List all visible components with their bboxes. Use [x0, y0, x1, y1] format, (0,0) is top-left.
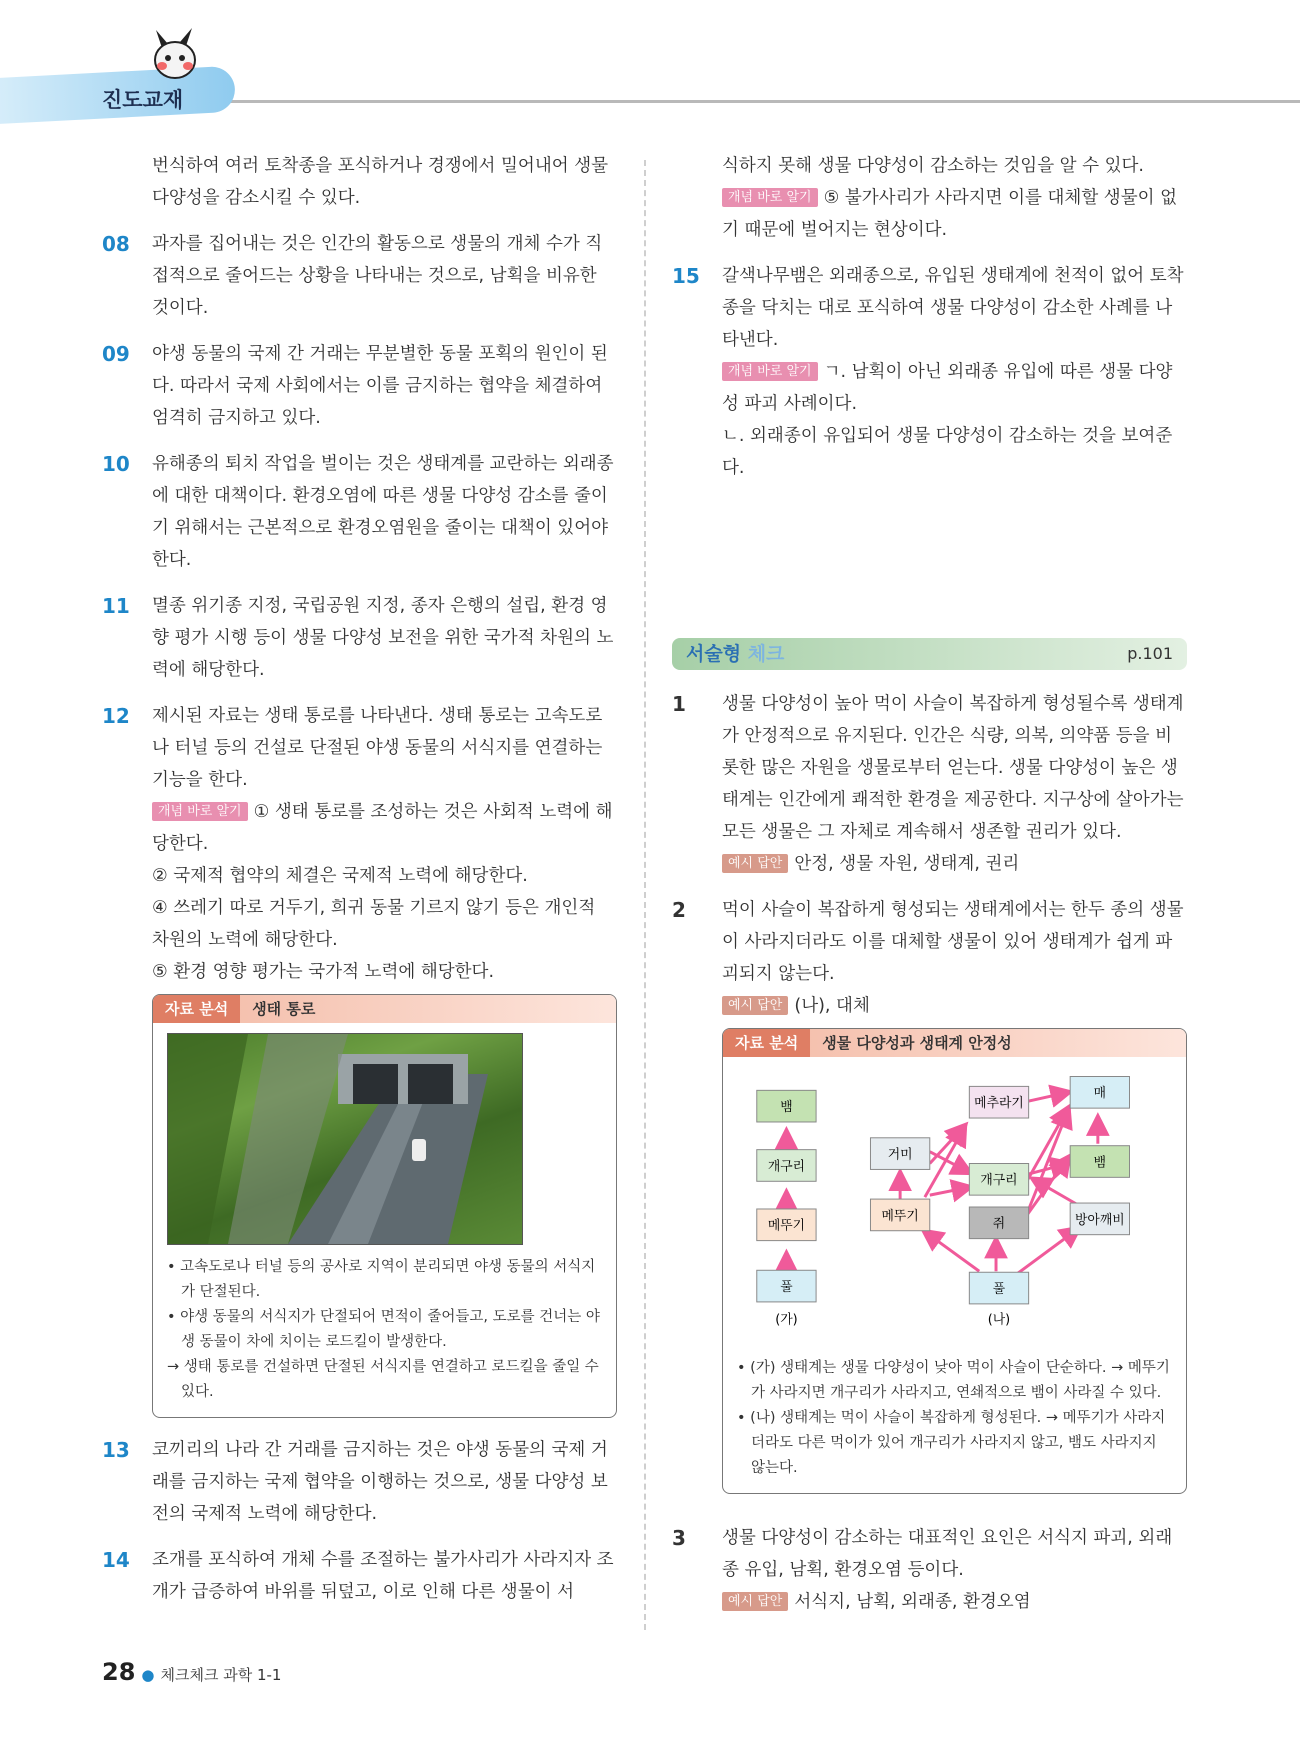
answer-item-10 — [102, 448, 617, 576]
tunnel-illustration — [168, 1034, 522, 1244]
item-text: 과자를 집어내는 것은 인간의 활동으로 생물의 개체 수가 직접적으로 줄어드는 상황을 나타내는 것으로, 남획을 비유한 것이다. — [152, 234, 603, 318]
box-note-3: → 생태 통로를 건설하면 단절된 서식지를 연결하고 로드킬을 줄일 수 있다. — [167, 1359, 599, 1400]
answer-item-13 — [102, 1434, 617, 1530]
page-number: 28 — [102, 1658, 136, 1686]
chain-a — [757, 1090, 816, 1327]
concept-sub4: ⑤ 환경 영향 평가는 국가적 노력에 해당한다. — [152, 962, 495, 982]
data-analysis-box-biodiversity — [722, 1028, 1187, 1494]
answer-item-14 — [102, 1544, 617, 1608]
box-label: 자료 분석 — [723, 1029, 810, 1057]
node-label: 뱀 — [1093, 1155, 1107, 1171]
answer-text: 안정, 생물 자원, 생태계, 권리 — [794, 854, 1020, 874]
column-divider — [644, 160, 646, 1630]
answer-tag: 예시 답안 — [722, 996, 788, 1015]
q-text: 생물 다양성이 감소하는 대표적인 요인은 서식지 파괴, 외래종 유입, 남획, 환경오염 등이다. — [722, 1528, 1173, 1580]
page-footer — [102, 1658, 281, 1686]
answer-item-09 — [102, 338, 617, 434]
node-label: 메뚜기 — [881, 1208, 919, 1224]
concept-sub2: ② 국제적 협약의 체결은 국제적 노력에 해당한다. — [152, 866, 528, 886]
data-analysis-box-eco-corridor — [152, 994, 617, 1418]
box-note-2: • 야생 동물의 서식지가 단절되어 면적이 줄어들고, 도로를 건너는 야생 동물이 차에 치이는 로드킬이 발생한다. — [167, 1309, 600, 1350]
answer-text: 서식지, 남획, 외래종, 환경오염 — [794, 1592, 1031, 1612]
answer-tag: 예시 답안 — [722, 1592, 788, 1611]
box-title: 생태 통로 — [252, 1000, 316, 1018]
concept-sub: ⑤ 불가사리가 사라지면 이를 대체할 생물이 없기 때문에 벌어지는 현상이다. — [722, 188, 1177, 240]
item-number: 12 — [102, 704, 130, 728]
node-label: 개구리 — [980, 1173, 1018, 1189]
left-column — [102, 150, 617, 1622]
answer-item-11 — [102, 590, 617, 686]
q-number: 3 — [672, 1526, 686, 1550]
item-number: 15 — [672, 264, 700, 288]
node-label: 메뚜기 — [767, 1218, 806, 1234]
answer-item-12 — [102, 700, 617, 988]
item-text: 유해종의 퇴치 작업을 벌이는 것은 생태계를 교란하는 외래종에 대한 대책이다. 환경오염에 따른 생물 다양성 감소를 줄이기 위해서는 근본적으로 환경오염원을 줄이는 대책이 있어야 한다. — [152, 454, 614, 570]
descriptive-q2 — [672, 894, 1187, 1022]
box-body — [153, 1023, 616, 1417]
node-label: 거미 — [887, 1147, 913, 1163]
item-number: 10 — [102, 452, 130, 476]
item-number: 08 — [102, 232, 130, 256]
box-label: 자료 분석 — [153, 995, 240, 1023]
right-column — [672, 150, 1187, 1632]
answer-tag: 예시 답안 — [722, 854, 788, 873]
box-header — [153, 995, 616, 1023]
q-text: 생물 다양성이 높아 먹이 사슬이 복잡하게 형성될수록 생태계가 안정적으로 유지된다. 인간은 식량, 의복, 의약품 등을 비롯한 많은 자원을 생물로부터 얻는다. 생물 다양성이 높은 생태계는 인간에게 쾌적한 환경을 제공한다. 지구상에 살아가는 모든 생물은 그 자체로 계속해서 생존할 권리가 있다. — [722, 694, 1184, 842]
concept-sub1: ① 생태 통로를 조성하는 것은 사회적 노력에 해당한다. — [152, 802, 613, 854]
item-text: 멸종 위기종 지정, 국립공원 지정, 종자 은행의 설립, 환경 영향 평가 시행 등이 생물 다양성 보전을 위한 국가적 차원의 노력에 해당한다. — [152, 596, 614, 680]
model-answer — [722, 848, 1187, 880]
item-text: 코끼리의 나라 간 거래를 금지하는 것은 야생 동물의 국제 거래를 금지하는 국제 협약을 이행하는 것으로, 생물 다양성 보전의 국제적 노력에 해당한다. — [152, 1440, 608, 1524]
diagram-label-a: (가) — [775, 1312, 798, 1328]
item-text: 조개를 포식하여 개체 수를 조절하는 불가사리가 사라지자 조개가 급증하여 바위를 뒤덮고, 이로 인해 다른 생물이 서 — [152, 1550, 614, 1602]
item-number: 14 — [102, 1548, 130, 1572]
answer-item-15 — [672, 260, 1187, 484]
eco-corridor-photo — [167, 1033, 523, 1245]
node-label: 쥐 — [992, 1216, 1006, 1232]
q-number: 1 — [672, 692, 686, 716]
concept-tag: 개념 바로 알기 — [152, 802, 248, 821]
node-label: 방아깨비 — [1075, 1212, 1125, 1228]
box-title: 생물 다양성과 생태계 안정성 — [822, 1034, 1012, 1052]
section-title-sub: 체크 — [747, 643, 785, 665]
concept-sub1: ㄱ. 남획이 아닌 외래종 유입에 따른 생물 다양성 파괴 사례이다. — [722, 362, 1173, 414]
concept-note — [152, 796, 617, 860]
answer-text: (나), 대체 — [794, 996, 870, 1016]
box-body — [723, 1057, 1186, 1493]
item14-continued — [672, 150, 1187, 246]
item-text: 야생 동물의 국제 간 거래는 무분별한 동물 포획의 원인이 된다. 따라서 국제 사회에서는 이를 금지하는 협약을 체결하여 엄격히 금지하고 있다. — [152, 344, 608, 428]
model-answer — [722, 990, 1187, 1022]
section-title-main: 서술형 — [686, 643, 742, 665]
concept-tag: 개념 바로 알기 — [722, 362, 818, 381]
node-label: 뱀 — [780, 1100, 793, 1116]
food-web-diagram — [737, 1067, 1172, 1347]
concept-tag: 개념 바로 알기 — [722, 188, 818, 207]
section-header-descriptive-check — [672, 638, 1187, 670]
chain-b — [870, 1077, 1129, 1328]
continued-concept — [722, 182, 1187, 246]
header-title: 진도교재 — [102, 88, 184, 112]
book-title: 체크체크 과학 1-1 — [160, 1666, 282, 1684]
model-answer — [722, 1586, 1187, 1618]
item-number: 09 — [102, 342, 130, 366]
section-title — [686, 638, 784, 670]
continued-text: 식하지 못해 생물 다양성이 감소하는 것임을 알 수 있다. — [722, 156, 1144, 176]
concept-sub2: ㄴ. 외래종이 유입되어 생물 다양성이 감소하는 것을 보여준다. — [722, 426, 1173, 478]
node-label: 풀 — [780, 1280, 793, 1296]
concept-note — [722, 356, 1187, 420]
box-note-1: • 고속도로나 터널 등의 공사로 지역이 분리되면 야생 동물의 서식지가 단절된다. — [167, 1259, 596, 1300]
node-label: 메추라기 — [974, 1096, 1024, 1112]
bullet-icon: ● — [141, 1666, 155, 1684]
node-label: 풀 — [992, 1282, 1006, 1298]
q-number: 2 — [672, 898, 686, 922]
descriptive-q1 — [672, 688, 1187, 880]
item-text: 제시된 자료는 생태 통로를 나타낸다. 생태 통로는 고속도로나 터널 등의 건설로 단절된 야생 동물의 서식지를 연결하는 기능을 한다. — [152, 706, 603, 790]
concept-sub3: ④ 쓰레기 따로 거두기, 희귀 동물 기르지 않기 등은 개인적 차원의 노력에 해당한다. — [152, 898, 596, 950]
intro-text: 번식하여 여러 토착종을 포식하거나 경쟁에서 밀어내어 생물 다양성을 감소시킬 수 있다. — [152, 156, 608, 208]
q-text: 먹이 사슬이 복잡하게 형성되는 생태계에서는 한두 종의 생물이 사라지더라도 이를 대체할 생물이 있어 생태계가 쉽게 파괴되지 않는다. — [722, 900, 1184, 984]
item-number: 13 — [102, 1438, 130, 1462]
spacer — [672, 498, 1187, 618]
answer-item-08 — [102, 228, 617, 324]
diagram-label-b: (나) — [987, 1312, 1011, 1328]
rabbit-mascot-icon — [148, 28, 202, 82]
node-label: 개구리 — [767, 1159, 806, 1175]
item-number: 11 — [102, 594, 130, 618]
item-text: 갈색나무뱀은 외래종으로, 유입된 생태계에 천적이 없어 토착종을 닥치는 대로 포식하여 생물 다양성이 감소한 사례를 나타낸다. — [722, 266, 1184, 350]
section-page-ref: p.101 — [1127, 644, 1173, 663]
box-note-2: • (나) 생태계는 먹이 사슬이 복잡하게 형성된다. → 메뚜기가 사라지더라도 다른 먹이가 있어 개구리가 사라지지 않고, 뱀도 사라지지 않는다. — [737, 1410, 1166, 1476]
descriptive-q3 — [672, 1522, 1187, 1618]
box-header — [723, 1029, 1186, 1057]
box-note-1: • (가) 생태계는 생물 다양성이 낮아 먹이 사슬이 단순하다. → 메뚜기가 사라지면 개구리가 사라지고, 연쇄적으로 뱀이 사라질 수 있다. — [737, 1360, 1170, 1401]
node-label: 매 — [1093, 1086, 1107, 1102]
